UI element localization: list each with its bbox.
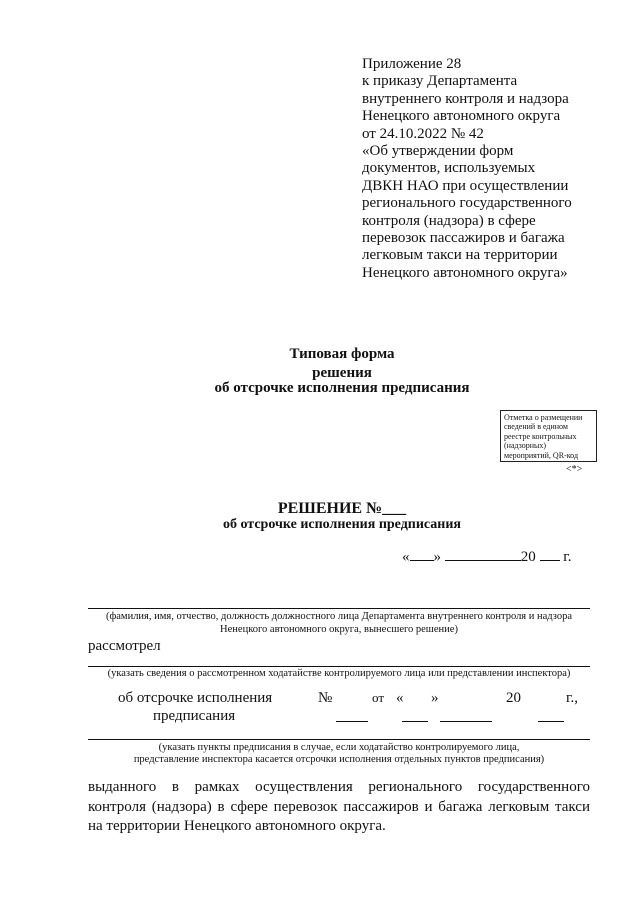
points-line[interactable] <box>88 739 590 740</box>
appendix-line: к приказу Департамента <box>362 73 518 90</box>
decision-subtitle: об отсрочке исполнения предписания <box>222 517 462 532</box>
final-line3: на территории Ненецкого автономного округа. <box>88 818 386 834</box>
final-paragraph <box>88 778 590 837</box>
appendix-line: Ненецкого автономного округа <box>362 108 561 125</box>
appendix-line: от 24.10.2022 № 42 <box>362 125 484 142</box>
official-name-line[interactable] <box>88 608 590 609</box>
day-blank[interactable] <box>410 547 434 561</box>
row-year-suffix: г., <box>566 690 578 706</box>
form-title-line3: об отсрочке исполнения предписания <box>214 380 470 396</box>
form-title-line2: решения <box>312 365 372 381</box>
appendix-line: ДВКН НАО при осуществлении <box>362 177 569 194</box>
appendix-line: перевозок пассажиров и багажа <box>362 230 565 247</box>
official-hint: (фамилия, имя, отчество, должность должностного лица Департамента внутреннего контроля и надзора Ненецкого автономного округа, вынесшего решение) <box>105 611 573 635</box>
row-month-blank[interactable] <box>440 721 492 722</box>
appendix-line: Приложение 28 <box>362 56 462 72</box>
points-hint-line2: представление инспектора касается отсрочки исполнения отдельных пунктов предписания) <box>133 754 545 765</box>
qr-box-line: сведений в едином <box>504 422 568 432</box>
year-prefix: 20 <box>520 549 536 565</box>
year-suffix: г. <box>563 549 572 565</box>
appendix-line: документов, используемых <box>362 160 536 177</box>
appendix-line: регионального государственного <box>362 195 572 212</box>
appendix-line: «Об утверждении форм <box>362 143 514 160</box>
final-line1: выданного в рамках осуществления регионального государственного <box>88 779 590 795</box>
month-blank[interactable] <box>445 547 521 561</box>
appendix-line: внутреннего контроля и надзора <box>362 90 569 107</box>
decision-title: РЕШЕНИЕ №___ <box>277 500 407 517</box>
postpone-label-line2: предписания <box>153 708 236 724</box>
qr-mark-box <box>500 410 597 462</box>
qr-box-line: реестре контрольных <box>504 431 577 441</box>
postpone-label-line1: об отсрочке исполнения <box>118 690 273 706</box>
qr-footnote-marker: <*> <box>566 464 583 475</box>
appendix-line: Ненецкого автономного округа» <box>362 264 568 281</box>
row-year-prefix: 20 <box>506 690 521 706</box>
reviewed-label: рассмотрел <box>88 638 161 654</box>
appendix-line: контроля (надзора) в сфере <box>362 212 536 229</box>
date-open-quote: « <box>402 549 410 565</box>
date-line <box>402 547 571 566</box>
qr-box-line: (надзорных) <box>504 441 547 451</box>
appendix-block <box>362 56 622 282</box>
petition-hint: (указать сведения о рассмотренном ходатайстве контролируемого лица или представлении инспектора) <box>107 668 571 679</box>
date-close-quote: » <box>433 549 441 565</box>
row-day-blank[interactable] <box>402 721 428 722</box>
form-title-line1: Типовая форма <box>289 346 395 362</box>
number-blank[interactable] <box>336 721 368 722</box>
qr-box-line: Отметка о размещении <box>504 413 583 422</box>
row-close-quote: » <box>431 690 439 706</box>
points-hint-line1: (указать пункты предписания в случае, если ходатайство контролируемого лица, <box>158 742 520 753</box>
number-sign: № <box>318 690 333 706</box>
from-label: от <box>372 690 385 705</box>
row-year-blank[interactable] <box>538 721 564 722</box>
year-blank[interactable] <box>540 547 560 561</box>
qr-box-line: мероприятий, QR-код <box>504 450 579 460</box>
appendix-line: легковым такси на территории <box>362 247 558 264</box>
row-open-quote: « <box>396 690 404 706</box>
final-line2: контроля (надзора) в сфере перевозок пассажиров и багажа легковым такси <box>88 798 590 815</box>
